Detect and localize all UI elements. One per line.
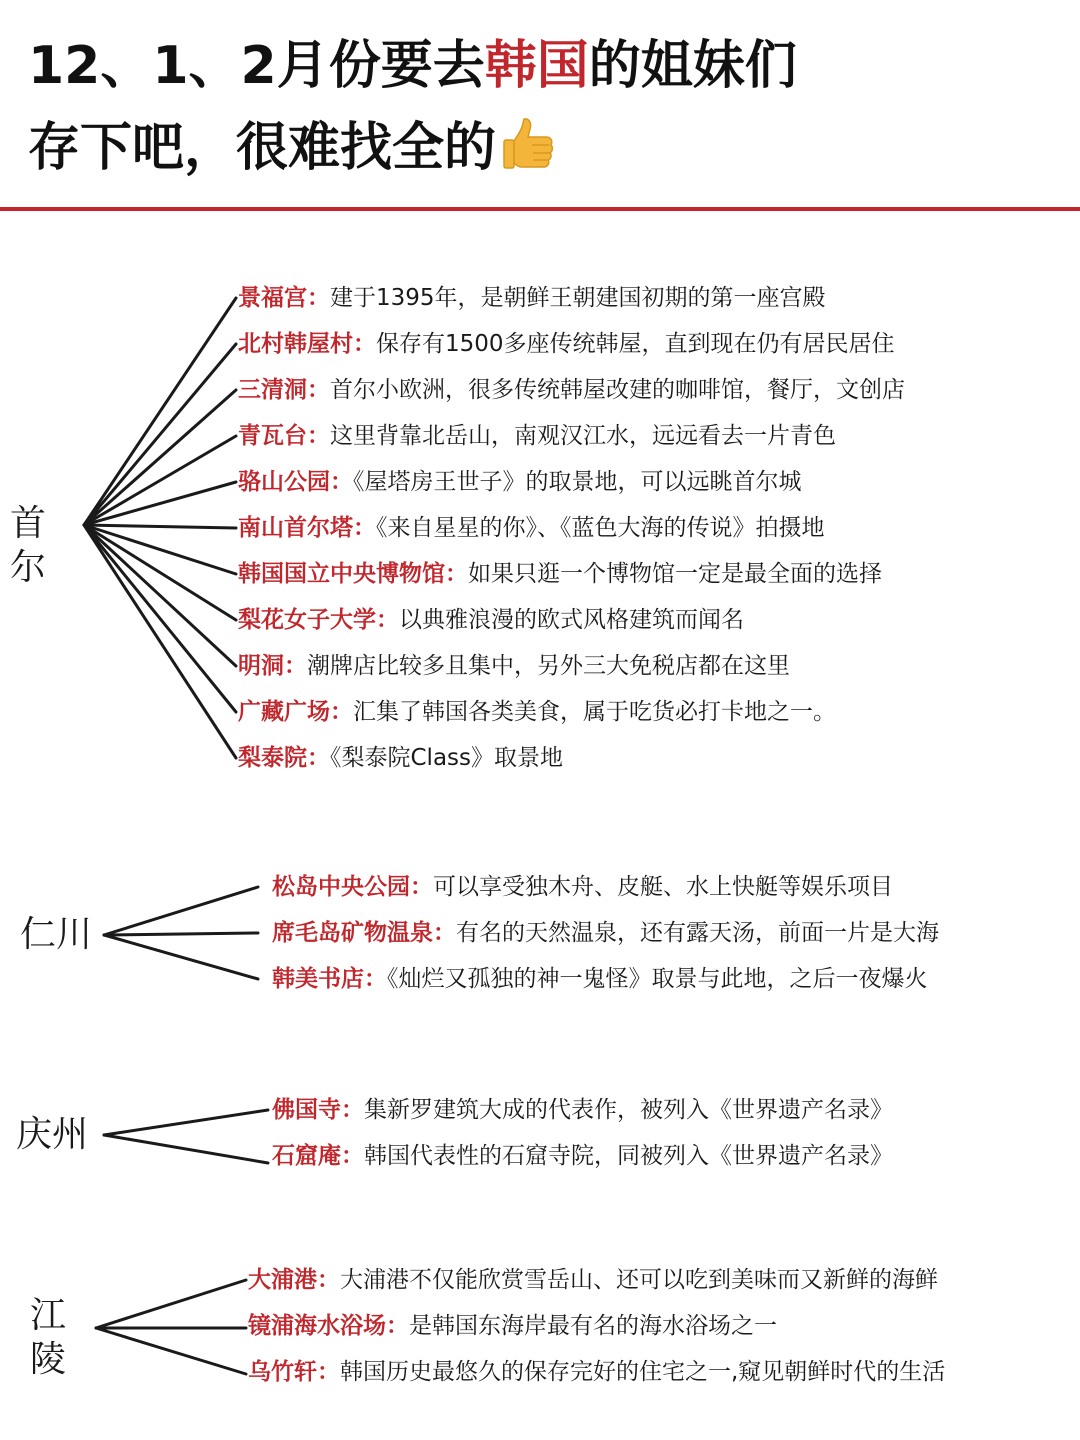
place-description: 《梨泰院Class》取景地 <box>330 745 564 771</box>
list-item <box>238 651 790 681</box>
list-item <box>272 918 939 948</box>
title-highlight: 韩国 <box>484 36 589 96</box>
place-description: 是韩国东海岸最有名的海水浴场之一 <box>409 1313 777 1339</box>
place-name: 北村韩屋村 <box>238 331 353 357</box>
list-item <box>248 1311 777 1341</box>
connector-line <box>104 887 258 935</box>
place-description: 潮牌店比较多且集中，另外三大免税店都在这里 <box>307 653 790 679</box>
list-item <box>238 559 882 589</box>
place-name: 南山首尔塔 <box>238 515 353 541</box>
name-separator: ： <box>317 1267 340 1293</box>
connector-line <box>84 525 236 758</box>
place-name: 三清洞 <box>238 377 307 403</box>
name-separator: ： <box>284 653 307 679</box>
name-separator: ： <box>307 745 330 771</box>
place-description: 韩国代表性的石窟寺院，同被列入《世界遗产名录》 <box>364 1143 893 1169</box>
connectors-gangneung <box>96 1280 246 1374</box>
name-separator: ： <box>341 1143 364 1169</box>
list-item <box>272 1141 893 1171</box>
place-description: 韩国历史最悠久的保存完好的住宅之一,窥见朝鲜时代的生活 <box>340 1359 946 1385</box>
place-name: 石窟庵 <box>272 1143 341 1169</box>
connector-line <box>84 525 236 712</box>
connector-line <box>104 1135 268 1163</box>
connector-line <box>84 525 236 666</box>
list-item <box>238 513 825 543</box>
connectors-incheon <box>104 887 258 979</box>
connectors-seoul <box>84 298 236 758</box>
list-item <box>238 697 836 727</box>
place-name: 韩国国立中央博物馆 <box>238 561 445 587</box>
region-label-gangneung: 江陵 <box>29 1295 66 1380</box>
place-name: 梨泰院 <box>238 745 307 771</box>
place-description: 有名的天然温泉，还有露天汤，前面一片是大海 <box>456 920 939 946</box>
list-item <box>238 743 563 773</box>
list-item <box>272 872 893 902</box>
place-description: 首尔小欧洲，很多传统韩屋改建的咖啡馆，餐厅，文创店 <box>330 377 905 403</box>
place-name: 明洞 <box>238 653 284 679</box>
list-item <box>248 1265 938 1295</box>
place-name: 梨花女子大学 <box>238 607 376 633</box>
list-item <box>248 1357 945 1387</box>
list-item <box>272 1095 893 1125</box>
place-name: 骆山公园 <box>238 469 330 495</box>
list-item <box>238 467 802 497</box>
place-name: 广藏广场 <box>238 699 330 725</box>
connector-line <box>104 933 258 935</box>
place-description: 集新罗建筑大成的代表作，被列入《世界遗产名录》 <box>364 1097 893 1123</box>
name-separator: ： <box>445 561 468 587</box>
name-separator: ： <box>353 515 376 541</box>
list-item <box>272 964 928 994</box>
name-separator: ： <box>307 377 330 403</box>
title-prefix: 12、1、2月份要去 <box>28 36 485 96</box>
name-separator: ： <box>353 331 376 357</box>
connector-line <box>84 344 236 525</box>
connector-line <box>84 436 236 525</box>
list-item <box>238 375 905 405</box>
place-name: 松岛中央公园 <box>272 874 410 900</box>
place-description: 建于1395年，是朝鲜王朝建国初期的第一座宫殿 <box>330 285 826 311</box>
name-separator: ： <box>386 1313 409 1339</box>
connector-line <box>84 525 236 574</box>
place-name: 青瓦台 <box>238 423 307 449</box>
place-name: 大浦港 <box>248 1267 317 1293</box>
place-description: 以典雅浪漫的欧式风格建筑而闻名 <box>399 607 744 633</box>
name-separator: ： <box>433 920 456 946</box>
name-separator: ： <box>330 469 353 495</box>
place-name: 佛国寺 <box>272 1097 341 1123</box>
place-name: 景福宫 <box>238 285 307 311</box>
place-name: 席毛岛矿物温泉 <box>272 920 433 946</box>
name-separator: ： <box>317 1359 340 1385</box>
place-description: 如果只逛一个博物馆一定是最全面的选择 <box>468 561 882 587</box>
name-separator: ： <box>341 1097 364 1123</box>
region-label-gyeongju: 庆州 <box>16 1114 89 1155</box>
place-description: 《来自星星的你》、《蓝色大海的传说》拍摄地 <box>376 515 825 541</box>
place-name: 镜浦海水浴场 <box>248 1313 386 1339</box>
place-description: 大浦港不仅能欣赏雪岳山、还可以吃到美味而又新鲜的海鲜 <box>340 1267 938 1293</box>
name-separator: ： <box>410 874 433 900</box>
place-description: 这里背靠北岳山，南观汉江水，远远看去一片青色 <box>330 423 836 449</box>
connector-line <box>104 1110 268 1135</box>
connector-line <box>84 525 236 620</box>
place-description: 保存有1500多座传统韩屋，直到现在仍有居民居住 <box>376 331 895 357</box>
name-separator: ： <box>307 285 330 311</box>
region-label-incheon: 仁川 <box>20 914 93 955</box>
list-item <box>238 421 836 451</box>
name-separator: ： <box>376 607 399 633</box>
list-item <box>238 283 826 313</box>
title-suffix: 的姐妹们 <box>588 36 797 96</box>
place-description: 汇集了韩国各类美食，属于吃货必打卡地之一。 <box>353 699 836 725</box>
list-item <box>238 329 895 359</box>
connector-line <box>96 1328 246 1374</box>
place-name: 乌竹轩 <box>248 1359 317 1385</box>
title-line-2-text: 存下吧，很难找全的 <box>28 118 497 178</box>
connector-line <box>104 935 258 979</box>
name-separator: ： <box>330 699 353 725</box>
region-label-seoul: 首尔 <box>9 503 46 588</box>
place-name: 韩美书店 <box>272 966 364 992</box>
connectors-gyeongju <box>104 1110 268 1163</box>
place-description: 可以享受独木舟、皮艇、水上快艇等娱乐项目 <box>433 874 893 900</box>
place-description: 《屋塔房王世子》的取景地，可以远眺首尔城 <box>353 469 802 495</box>
list-item <box>238 605 744 635</box>
name-separator: ： <box>307 423 330 449</box>
connector-line <box>96 1280 246 1328</box>
place-description: 《灿烂又孤独的神一鬼怪》取景与此地，之后一夜爆火 <box>387 966 928 992</box>
connector-line <box>84 525 236 528</box>
name-separator: ： <box>364 966 387 992</box>
